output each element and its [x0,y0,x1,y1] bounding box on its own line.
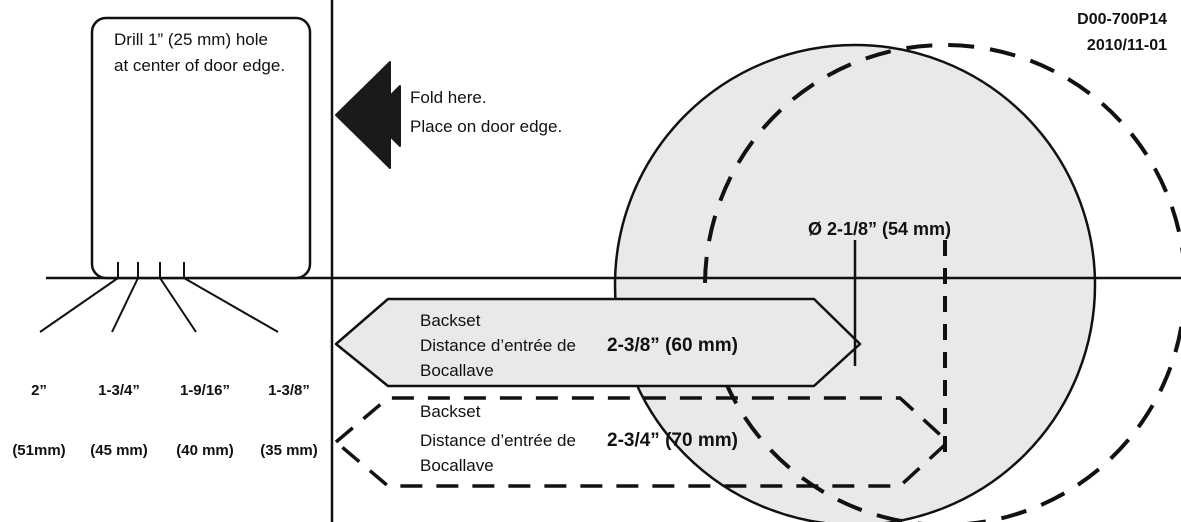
backset-solid-label-fr: Distance d’entrée de [420,336,576,355]
dimension-imperial: 1-3/8” [268,381,310,399]
fold-instruction-line2: Place on door edge. [410,117,563,136]
backset-dashed-label-en: Backset [420,402,481,421]
dimension-metric: (35 mm) [260,442,318,460]
dimension-label-4 [248,340,330,502]
dimension-metric: (40 mm) [176,442,234,460]
backset-solid-label-es: Bocallave [420,361,494,380]
backset-tick-1-9-16 [160,278,196,332]
dimension-label-2 [78,340,160,502]
fold-instruction-line1: Fold here. [410,88,487,107]
bore-diameter-label: Ø 2-1/8” (54 mm) [808,219,952,239]
backset-dashed-label-fr: Distance d’entrée de [420,431,576,450]
document-id-line2: 2010/11-01 [1086,37,1167,54]
dimension-imperial: 2” [31,381,47,399]
dimension-imperial: 1-3/4” [98,381,140,399]
backset-tick-1-3-4 [112,278,138,332]
drill-note-line1: Drill 1” (25 mm) hole [114,30,268,49]
backset-tick-2in [40,278,118,332]
dimension-metric: (45 mm) [90,442,148,460]
dimension-metric: (51mm) [12,442,66,460]
backset-solid-value: 2-3/8” (60 mm) [607,335,738,356]
backset-solid-label-en: Backset [420,311,481,330]
backset-dashed-value: 2-3/4” (70 mm) [607,430,738,451]
dimension-imperial: 1-9/16” [179,381,231,399]
backset-banner-solid [336,299,860,386]
backset-tick-1-3-8 [184,278,278,332]
fold-arrow-icon [336,62,400,168]
drill-note-line2: at center of door edge. [114,56,286,75]
backset-dashed-label-es: Bocallave [420,456,494,475]
document-id-line1: D00-700P14 [1077,11,1167,28]
dimension-label-3 [162,340,248,502]
dimension-label-1 [6,340,72,502]
